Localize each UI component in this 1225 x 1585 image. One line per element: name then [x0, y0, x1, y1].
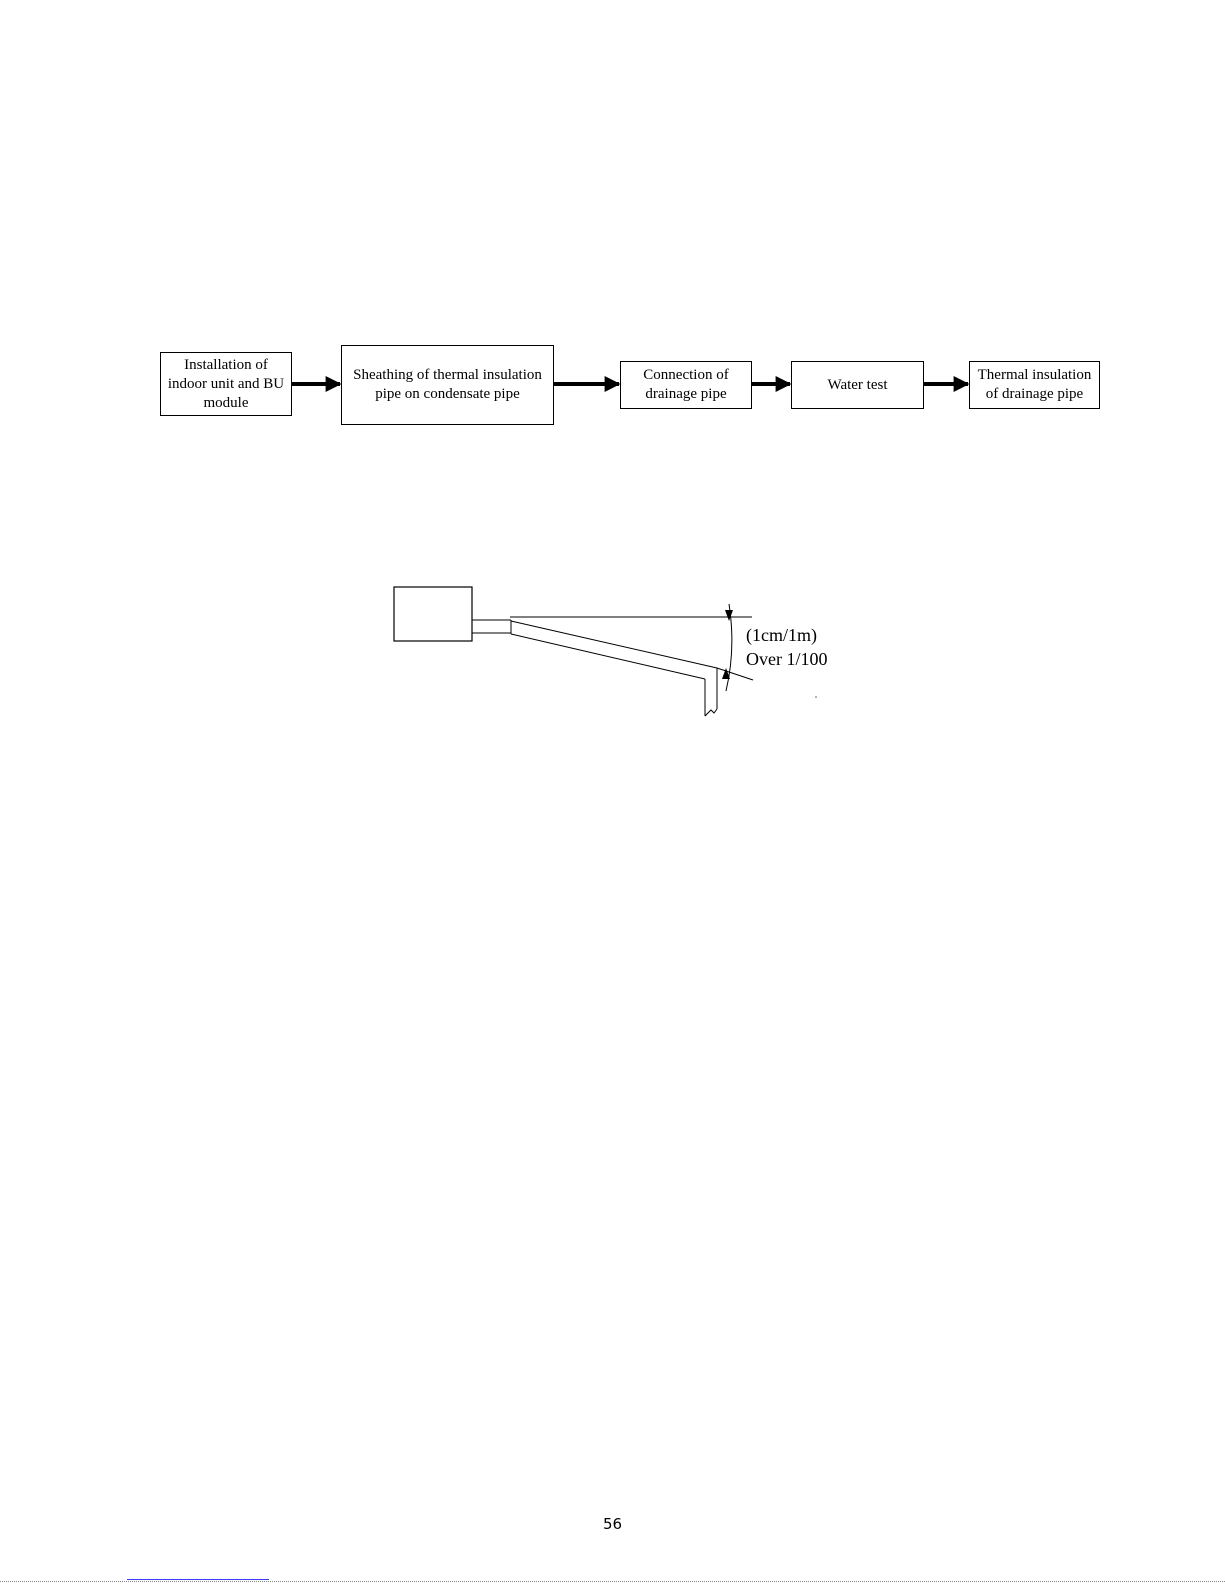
flow-step-install-indoor-unit: Installation of indoor unit and BU module [160, 352, 292, 416]
footer-divider [0, 1581, 1225, 1582]
flow-step-water-test: Water test [791, 361, 924, 409]
page-number: 56 [602, 1515, 623, 1533]
indoor-unit-box [394, 587, 472, 641]
footer-link-underline [127, 1579, 269, 1580]
flow-step-insulate-drainage: Thermal insulation of drainage pipe [969, 361, 1100, 409]
dimension-arrow-top [725, 610, 733, 621]
slope-minimum-label: Over 1/100 [746, 649, 828, 669]
flow-step-connect-drainage: Connection of drainage pipe [620, 361, 752, 409]
slope-ratio-label: (1cm/1m) [746, 625, 817, 645]
sloped-pipe-top [511, 621, 717, 668]
pipe-break-mark [705, 709, 717, 716]
stray-dot [815, 696, 817, 698]
flow-step-sheathing-insulation: Sheathing of thermal insulation pipe on condensate pipe [341, 345, 554, 425]
sloped-pipe-bottom [511, 634, 705, 679]
